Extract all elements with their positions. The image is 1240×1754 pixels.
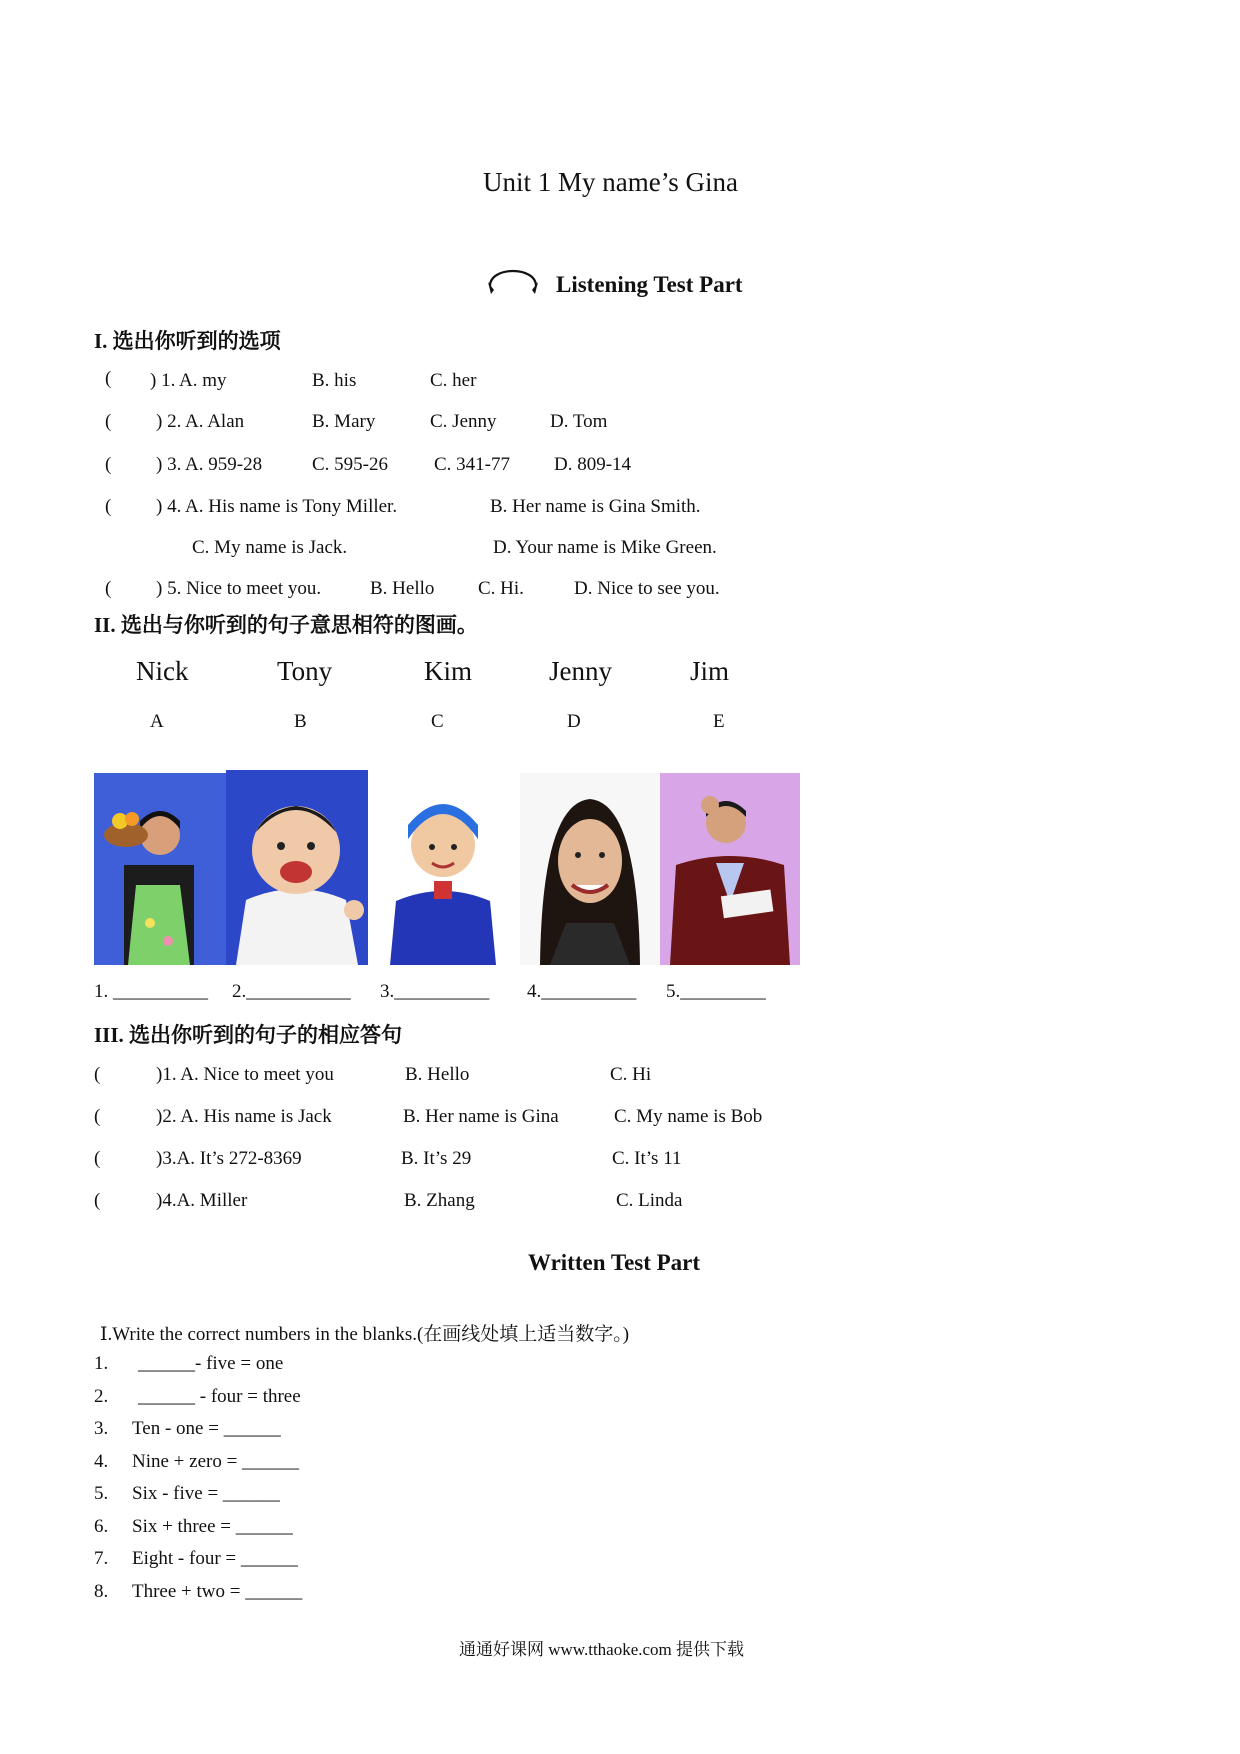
option-b: B. Hello [370, 578, 435, 599]
letter-label: E [713, 711, 725, 732]
option-c: C. Jenny [430, 411, 497, 432]
option-b: B. Her name is Gina [403, 1106, 559, 1127]
item-number: 5. [94, 1483, 109, 1504]
option-d: D. Tom [550, 411, 608, 432]
answer-paren: ( [105, 454, 112, 475]
section-3-heading: III. 选出你听到的句子的相应答句 [94, 1023, 403, 1047]
photo-man-reading-paper [660, 773, 800, 965]
math-exercise[interactable]: Three + two = ______ [132, 1581, 303, 1602]
item-number: 3. [94, 1418, 109, 1439]
question-1: ) 1. A. my [150, 370, 227, 391]
name-label: Kim [424, 656, 473, 686]
question-2: ) 2. A. Alan [156, 411, 245, 432]
option-b: B. Mary [312, 411, 376, 432]
option-b: B. Zhang [404, 1190, 475, 1211]
item-number: 6. [94, 1516, 109, 1537]
option-d: D. Your name is Mike Green. [493, 537, 717, 558]
written-part-title: Written Test Part [528, 1250, 701, 1275]
photo-boy-with-helmet [370, 773, 516, 965]
name-label: Jenny [549, 656, 612, 686]
answer-blank[interactable]: 3.__________ [380, 981, 490, 1002]
option-c: C. My name is Jack. [192, 537, 348, 558]
letter-label: A [150, 711, 164, 732]
math-exercise[interactable]: Six - five = ______ [132, 1483, 280, 1504]
option-b: B. It’s 29 [401, 1148, 472, 1169]
option-c: C. Linda [616, 1190, 683, 1211]
section-2-heading: II. 选出与你听到的句子意思相符的图画。 [94, 613, 478, 637]
name-label: Nick [136, 656, 189, 686]
math-exercise[interactable]: Six + three = ______ [132, 1516, 293, 1537]
answer-paren: ( [105, 368, 112, 389]
option-b: B. Hello [405, 1064, 470, 1085]
footer-source: 通通好课网 www.tthaoke.com 提供下载 [459, 1640, 745, 1659]
item-number: 8. [94, 1581, 109, 1602]
question-1: )1. A. Nice to meet you [156, 1064, 334, 1085]
option-c: C. It’s 11 [612, 1148, 682, 1169]
option-c: C. Hi. [478, 578, 524, 599]
option-b: C. 595-26 [312, 454, 388, 475]
name-label: Tony [277, 656, 333, 686]
photo-man-with-fruit-basket [94, 773, 226, 965]
written-section-1-heading: Ⅰ.Write the correct numbers in the blanks.(在画线处填上适当数字。) [100, 1324, 630, 1345]
answer-paren: ( [94, 1148, 101, 1169]
answer-blank[interactable]: 4.__________ [527, 981, 637, 1002]
question-3: ) 3. A. 959-28 [156, 454, 263, 475]
photo-smiling-woman [520, 773, 660, 965]
option-b: B. Her name is Gina Smith. [490, 496, 701, 517]
item-number: 1. [94, 1353, 109, 1374]
photo-laughing-boy [226, 770, 368, 965]
answer-paren: ( [94, 1190, 101, 1211]
question-3: )3.A. It’s 272-8369 [156, 1148, 302, 1169]
option-c: C. her [430, 370, 477, 391]
answer-blank[interactable]: 1. __________ [94, 981, 208, 1002]
answer-blank[interactable]: 5._________ [666, 981, 766, 1002]
letter-label: C [431, 711, 444, 732]
item-number: 2. [94, 1386, 109, 1407]
math-exercise[interactable]: ______- five = one [138, 1353, 284, 1374]
name-label: Jim [690, 656, 730, 686]
math-exercise[interactable]: Eight - four = ______ [132, 1548, 298, 1569]
letter-label: D [567, 711, 581, 732]
option-c: C. Hi [610, 1064, 652, 1085]
option-c: C. 341-77 [434, 454, 510, 475]
question-2: )2. A. His name is Jack [156, 1106, 332, 1127]
answer-paren: ( [105, 578, 112, 599]
answer-paren: ( [105, 411, 112, 432]
listening-part-title: Listening Test Part [556, 272, 743, 297]
math-exercise[interactable]: Nine + zero = ______ [132, 1451, 300, 1472]
item-number: 7. [94, 1548, 109, 1569]
question-5: ) 5. Nice to meet you. [156, 578, 322, 599]
math-exercise[interactable]: Ten - one = ______ [132, 1418, 281, 1439]
answer-paren: ( [105, 496, 112, 517]
math-exercise[interactable]: ______ - four = three [138, 1386, 301, 1407]
answer-paren: ( [94, 1106, 101, 1127]
option-d: D. Nice to see you. [574, 578, 720, 599]
item-number: 4. [94, 1451, 109, 1472]
letter-label: B [294, 711, 307, 732]
answer-blank[interactable]: 2.___________ [232, 981, 351, 1002]
headphones-icon [484, 260, 542, 296]
answer-paren: ( [94, 1064, 101, 1085]
question-4: ) 4. A. His name is Tony Miller. [156, 496, 398, 517]
question-4: )4.A. Miller [156, 1190, 248, 1211]
option-b: B. his [312, 370, 357, 391]
section-1-heading: I. 选出你听到的选项 [94, 329, 281, 353]
page-title: Unit 1 My name’s Gina [483, 167, 738, 197]
option-c: C. My name is Bob [614, 1106, 763, 1127]
option-d: D. 809-14 [554, 454, 632, 475]
